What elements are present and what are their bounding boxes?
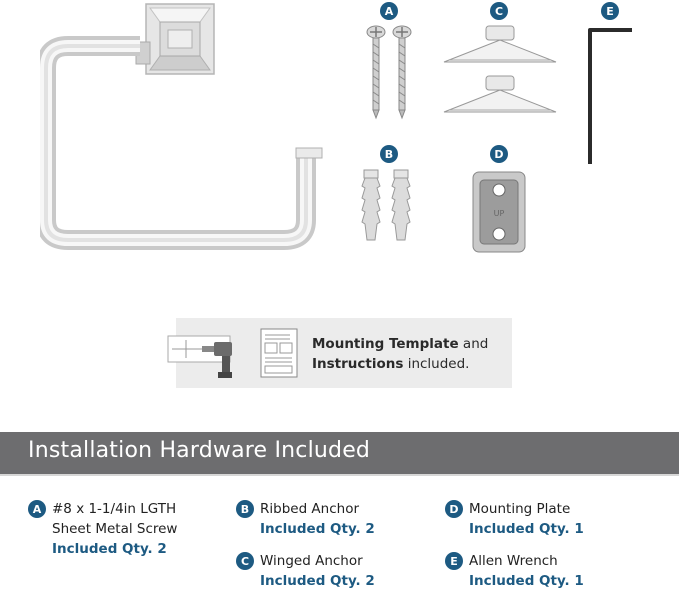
svg-text:UP: UP	[493, 209, 505, 218]
legend-badge-d: D	[445, 500, 463, 518]
template-caption	[312, 334, 488, 374]
template-line2-rest: included.	[403, 356, 470, 372]
mounting-plate-icon	[470, 170, 530, 254]
ribbed-anchor-icon	[356, 168, 420, 246]
legend-badge-c: C	[236, 552, 254, 570]
allen-wrench-icon	[580, 24, 640, 174]
legend-b-qty: Included Qty. 2	[260, 521, 375, 537]
legend-c-qty: Included Qty. 2	[260, 573, 375, 589]
legend-d-qty: Included Qty. 1	[469, 521, 584, 537]
legend-c-line1: Winged Anchor	[260, 553, 363, 569]
screw-icon	[360, 24, 420, 120]
hardware-banner	[0, 432, 679, 474]
banner-title: Installation Hardware Included	[28, 438, 371, 463]
badge-d: D	[490, 145, 508, 163]
template-line2-bold: Instructions	[312, 356, 404, 372]
badge-b: B	[380, 145, 398, 163]
badge-e: E	[601, 2, 619, 20]
legend-badge-b: B	[236, 500, 254, 518]
document-icon	[260, 328, 298, 378]
template-line1-rest: and	[458, 336, 489, 352]
legend-badge-e: E	[445, 552, 463, 570]
legend-e-qty: Included Qty. 1	[469, 573, 584, 589]
drill-icon	[166, 332, 246, 380]
banner-divider	[0, 474, 679, 476]
legend-badge-a: A	[28, 500, 46, 518]
mounting-template-strip	[176, 318, 512, 388]
badge-a: A	[380, 2, 398, 20]
badge-c: C	[490, 2, 508, 20]
legend-b-line1: Ribbed Anchor	[260, 501, 360, 517]
legend-d-line1: Mounting Plate	[469, 501, 571, 517]
legend-e-line1: Allen Wrench	[469, 553, 558, 569]
winged-anchor-icon	[440, 24, 560, 120]
template-line1-bold: Mounting Template	[312, 336, 459, 352]
legend-a-qty: Included Qty. 2	[52, 541, 167, 557]
legend-a-line2: Sheet Metal Screw	[52, 521, 178, 537]
towel-ring-image	[40, 0, 340, 250]
legend-a-line1: #8 x 1-1/4in LGTH	[52, 501, 177, 517]
